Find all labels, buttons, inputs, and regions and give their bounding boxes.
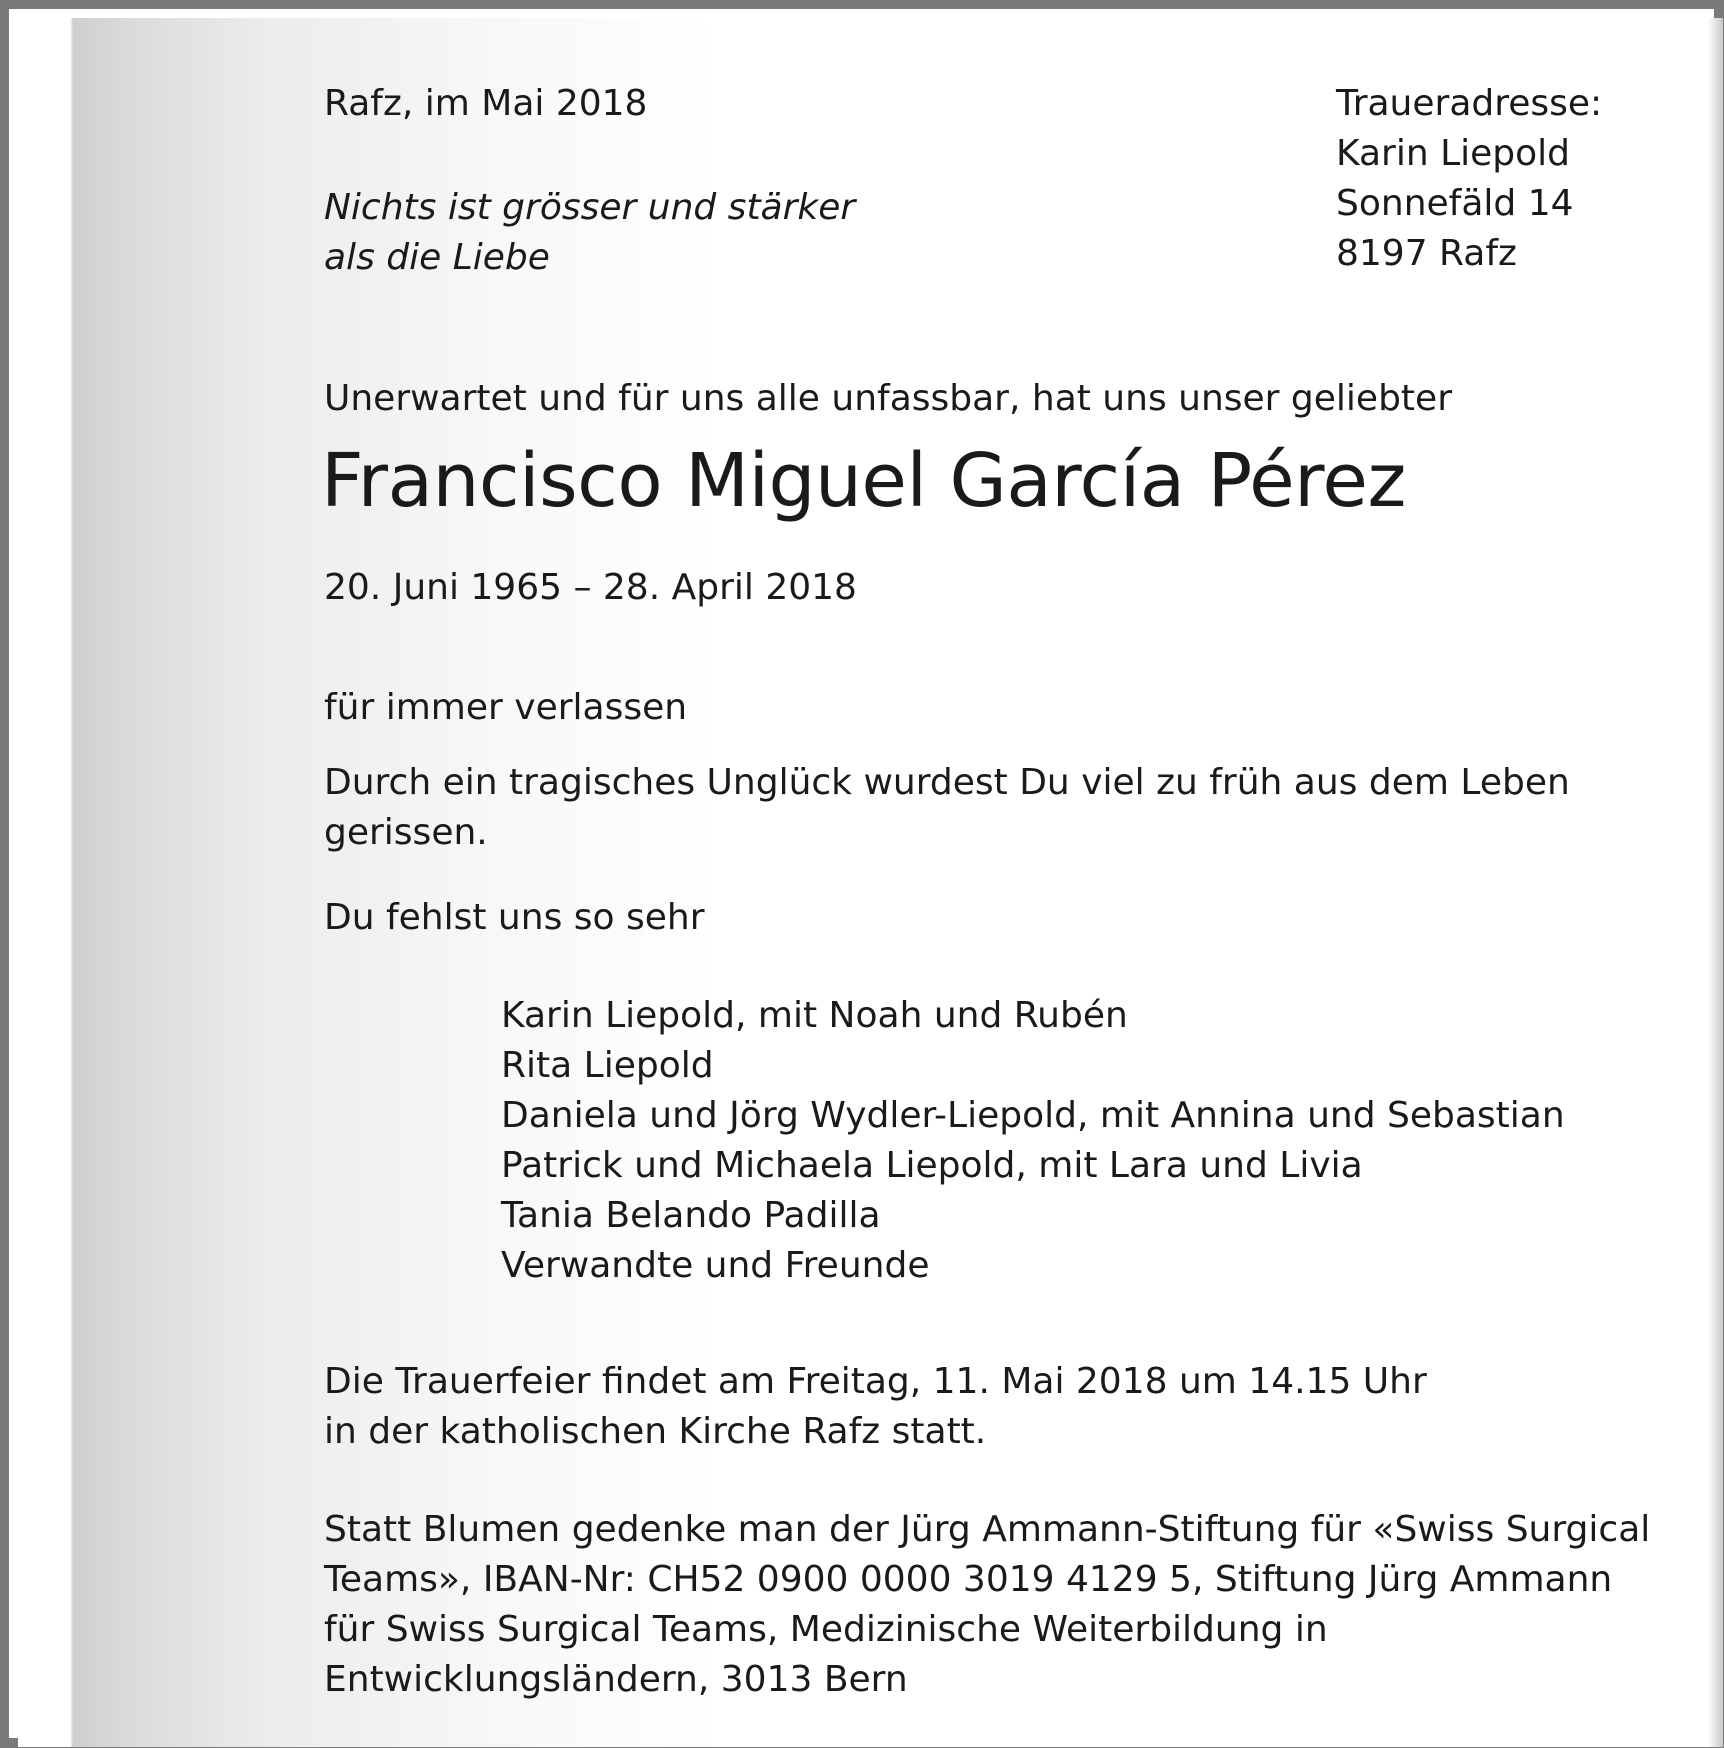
mourner-item: Verwandte und Freunde bbox=[501, 1245, 930, 1286]
tragic-line-1: Durch ein tragisches Unglück wurdest Du viel zu früh aus dem Leben bbox=[324, 762, 1570, 803]
donation-line-2: Teams», IBAN-Nr: CH52 0900 0000 3019 4129 5, Stiftung Jürg Ammann bbox=[324, 1559, 1613, 1600]
obituary-page bbox=[18, 18, 1723, 1747]
address-name: Karin Liepold bbox=[1336, 133, 1571, 174]
donation-line-1: Statt Blumen gedenke man der Jürg Ammann-Stiftung für «Swiss Surgical bbox=[324, 1509, 1651, 1550]
mourner-item: Patrick und Michaela Liepold, mit Lara und Livia bbox=[501, 1145, 1363, 1186]
address-city: 8197 Rafz bbox=[1336, 233, 1517, 274]
address-label: Traueradresse: bbox=[1336, 83, 1603, 124]
life-dates: 20. Juni 1965 – 28. April 2018 bbox=[324, 567, 857, 608]
deceased-name: Francisco Miguel García Pérez bbox=[321, 438, 1406, 524]
donation-line-3: für Swiss Surgical Teams, Medizinische Weiterbildung in bbox=[324, 1609, 1328, 1650]
tragic-line-2: gerissen. bbox=[324, 812, 488, 853]
donation-line-4: Entwicklungsländern, 3013 Bern bbox=[324, 1659, 908, 1700]
motto-line-2: als die Liebe bbox=[324, 237, 550, 278]
mourner-item: Rita Liepold bbox=[501, 1045, 714, 1086]
service-line-2: in der katholischen Kirche Rafz statt. bbox=[324, 1411, 987, 1452]
address-street: Sonnefäld 14 bbox=[1336, 183, 1574, 224]
miss-you-text: Du fehlst uns so sehr bbox=[324, 897, 705, 938]
intro-text: Unerwartet und für uns alle unfassbar, hat uns unser geliebter bbox=[324, 378, 1452, 419]
left-text: für immer verlassen bbox=[324, 687, 688, 728]
mourner-item: Karin Liepold, mit Noah und Rubén bbox=[501, 995, 1128, 1036]
motto-line-1: Nichts ist grösser und stärker bbox=[324, 187, 856, 228]
mourner-item: Daniela und Jörg Wydler-Liepold, mit Annina und Sebastian bbox=[501, 1095, 1565, 1136]
service-line-1: Die Trauerfeier findet am Freitag, 11. Mai 2018 um 14.15 Uhr bbox=[324, 1361, 1427, 1402]
mourner-item: Tania Belando Padilla bbox=[501, 1195, 881, 1236]
place-date: Rafz, im Mai 2018 bbox=[324, 83, 648, 124]
